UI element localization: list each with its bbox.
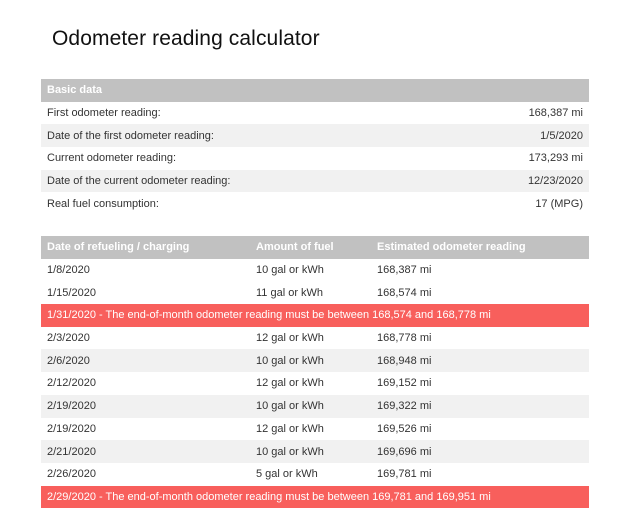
basic-row-value: 17 (MPG) [535,197,583,210]
month-end-warning-row [41,304,589,327]
basic-row-value: 173,293 mi [528,152,583,165]
warning-text: 1/31/2020 - The end-of-month odometer reading must be between 168,574 and 168,778 mi [47,309,491,322]
basic-row-first-date [41,124,589,147]
cell-date: 1/8/2020 [47,264,90,277]
basic-data-header-label: Basic data [47,84,103,97]
basic-row-label: Current odometer reading: [47,152,177,165]
table-row [41,463,589,486]
table-row [41,259,589,282]
cell-date: 2/19/2020 [47,422,96,435]
cell-amount: 10 gal or kWh [256,354,324,367]
cell-date: 2/3/2020 [47,332,90,345]
table-row [41,418,589,441]
basic-row-label: Real fuel consumption: [47,197,159,210]
basic-row-label: Date of the first odometer reading: [47,129,214,142]
page-title: Odometer reading calculator [52,27,320,50]
table-row [41,281,589,304]
cell-amount: 5 gal or kWh [256,468,318,481]
cell-date: 2/6/2020 [47,354,90,367]
warning-text: 2/29/2020 - The end-of-month odometer reading must be between 169,781 and 169,951 mi [47,490,491,503]
cell-amount: 12 gal or kWh [256,377,324,390]
basic-row-first-reading [41,102,589,125]
cell-amount: 12 gal or kWh [256,422,324,435]
basic-data-table [41,79,589,215]
cell-date: 2/26/2020 [47,468,96,481]
table-row [41,440,589,463]
cell-amount: 10 gal or kWh [256,445,324,458]
cell-reading: 169,781 mi [377,468,432,481]
table-row [41,349,589,372]
cell-reading: 169,526 mi [377,422,432,435]
cell-amount: 10 gal or kWh [256,400,324,413]
cell-date: 1/15/2020 [47,286,96,299]
basic-data-header [41,79,589,102]
cell-reading: 169,696 mi [377,445,432,458]
month-end-warning-row [41,486,589,509]
table-row [41,327,589,350]
cell-amount: 11 gal or kWh [256,286,324,299]
cell-reading: 168,948 mi [377,354,432,367]
basic-row-label: First odometer reading: [47,107,161,120]
basic-row-value: 168,387 mi [528,107,583,120]
basic-row-value: 12/23/2020 [527,175,583,188]
basic-row-current-date [41,170,589,193]
cell-reading: 169,152 mi [377,377,432,390]
basic-row-label: Date of the current odometer reading: [47,175,231,188]
cell-reading: 169,322 mi [377,400,432,413]
cell-date: 2/21/2020 [47,445,96,458]
basic-row-value: 1/5/2020 [540,129,583,142]
refueling-table [41,236,589,508]
column-header-reading: Estimated odometer reading [377,241,526,254]
column-header-date: Date of refueling / charging [47,241,190,254]
table-row [41,395,589,418]
cell-amount: 10 gal or kWh [256,264,324,277]
cell-reading: 168,387 mi [377,264,432,277]
cell-amount: 12 gal or kWh [256,332,324,345]
cell-reading: 168,778 mi [377,332,432,345]
basic-row-current-reading [41,147,589,170]
table-row [41,372,589,395]
basic-row-fuel-consumption [41,192,589,215]
cell-reading: 168,574 mi [377,286,432,299]
refueling-header [41,236,589,259]
column-header-amount: Amount of fuel [256,241,334,254]
cell-date: 2/12/2020 [47,377,96,390]
cell-date: 2/19/2020 [47,400,96,413]
